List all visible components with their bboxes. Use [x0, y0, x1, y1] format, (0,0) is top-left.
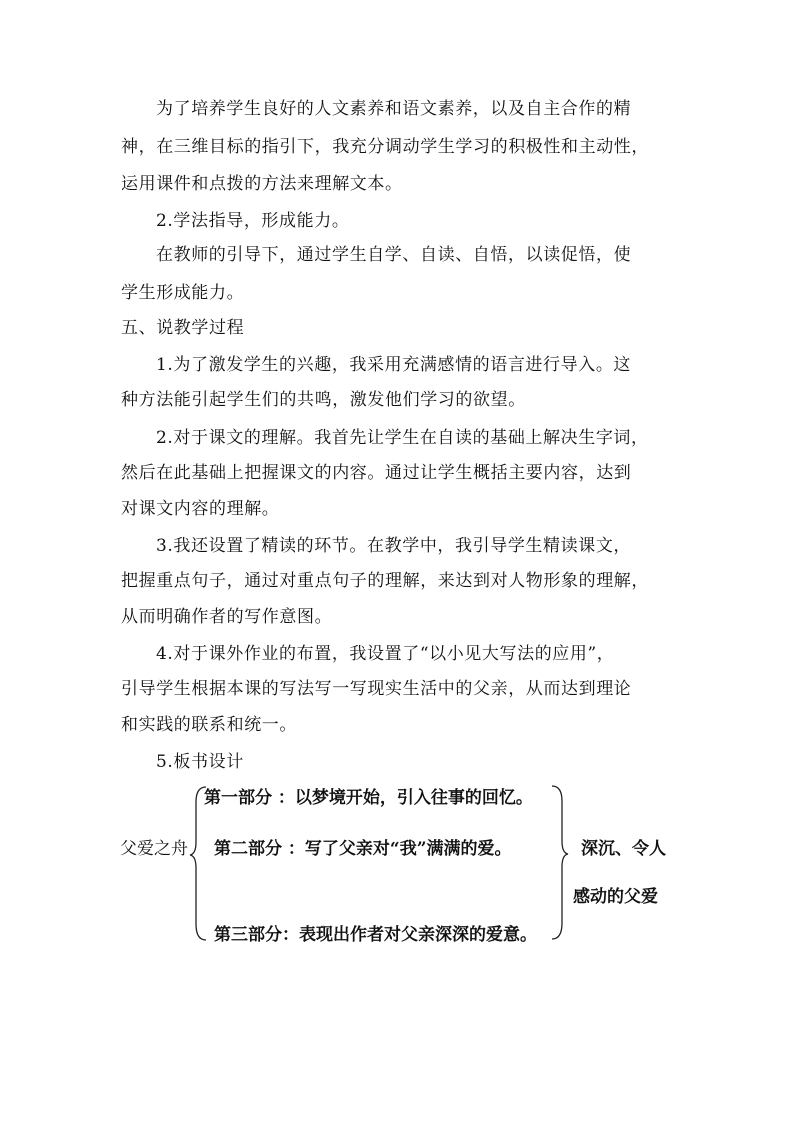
board-part-one: 第一部分 ：以梦境开始，引入往事的回忆。	[204, 788, 533, 808]
numbered-heading: 2.学法指导，形成能力。	[156, 211, 350, 231]
board-summary-line-1: 深沉、令人	[581, 839, 666, 859]
list-item-line: 4.对于课外作业的布置，我设置了“以小见大写法的应用”，	[156, 644, 615, 664]
list-item-line: 2.对于课文的理解。我首先让学生在自读的基础上解决生字词，	[156, 428, 649, 448]
list-item-line: 把握重点句子，通过对重点句子的理解，来达到对人物形象的理解，	[121, 571, 649, 591]
list-item-line: 种方法能引起学生们的共鸣，激发他们学习的欲望。	[121, 390, 526, 410]
board-title: 父爱之舟	[120, 839, 188, 859]
paragraph-line: 运用课件和点拨的方法来理解文本。	[121, 174, 403, 194]
list-item-line: 引导学生根据本课的写法写一写现实生活中的父亲，从而达到理论	[121, 679, 632, 699]
board-part-three: 第三部分：表现出作者对父亲深深的爱意。	[214, 925, 537, 945]
list-item-line: 和实践的联系和统一。	[121, 715, 297, 735]
list-item-line: 对课文内容的理解。	[121, 499, 280, 519]
list-item-line: 3.我还设置了精读的环节。在教学中，我引导学生精读课文，	[156, 536, 632, 556]
list-item-line: 1.为了激发学生的兴趣，我采用充满感情的语言进行导入。这	[156, 355, 632, 375]
list-item-line: 然后在此基础上把握课文的内容。通过让学生概括主要内容，达到	[121, 463, 632, 483]
paragraph-line: 在教师的引导下，通过学生自学、自读、自悟，以读促悟，使	[156, 245, 632, 265]
board-summary-line-2: 感动的父爱	[573, 887, 658, 907]
board-part-two: 第二部分 ：写了父亲对“我”满满的爱。	[214, 839, 512, 859]
paragraph-line: 学生形成能力。	[121, 283, 245, 303]
right-brace	[548, 783, 572, 943]
left-brace	[188, 784, 212, 944]
paragraph-line: 神，在三维目标的指引下，我充分调动学生学习的积极性和主动性，	[121, 137, 649, 157]
list-item-line: 5.板书设计	[156, 752, 244, 772]
paragraph-line: 为了培养学生良好的人文素养和语文素养，以及自主合作的精	[156, 99, 632, 119]
section-heading: 五、说教学过程	[121, 318, 245, 338]
list-item-line: 从而明确作者的写作意图。	[121, 607, 333, 627]
